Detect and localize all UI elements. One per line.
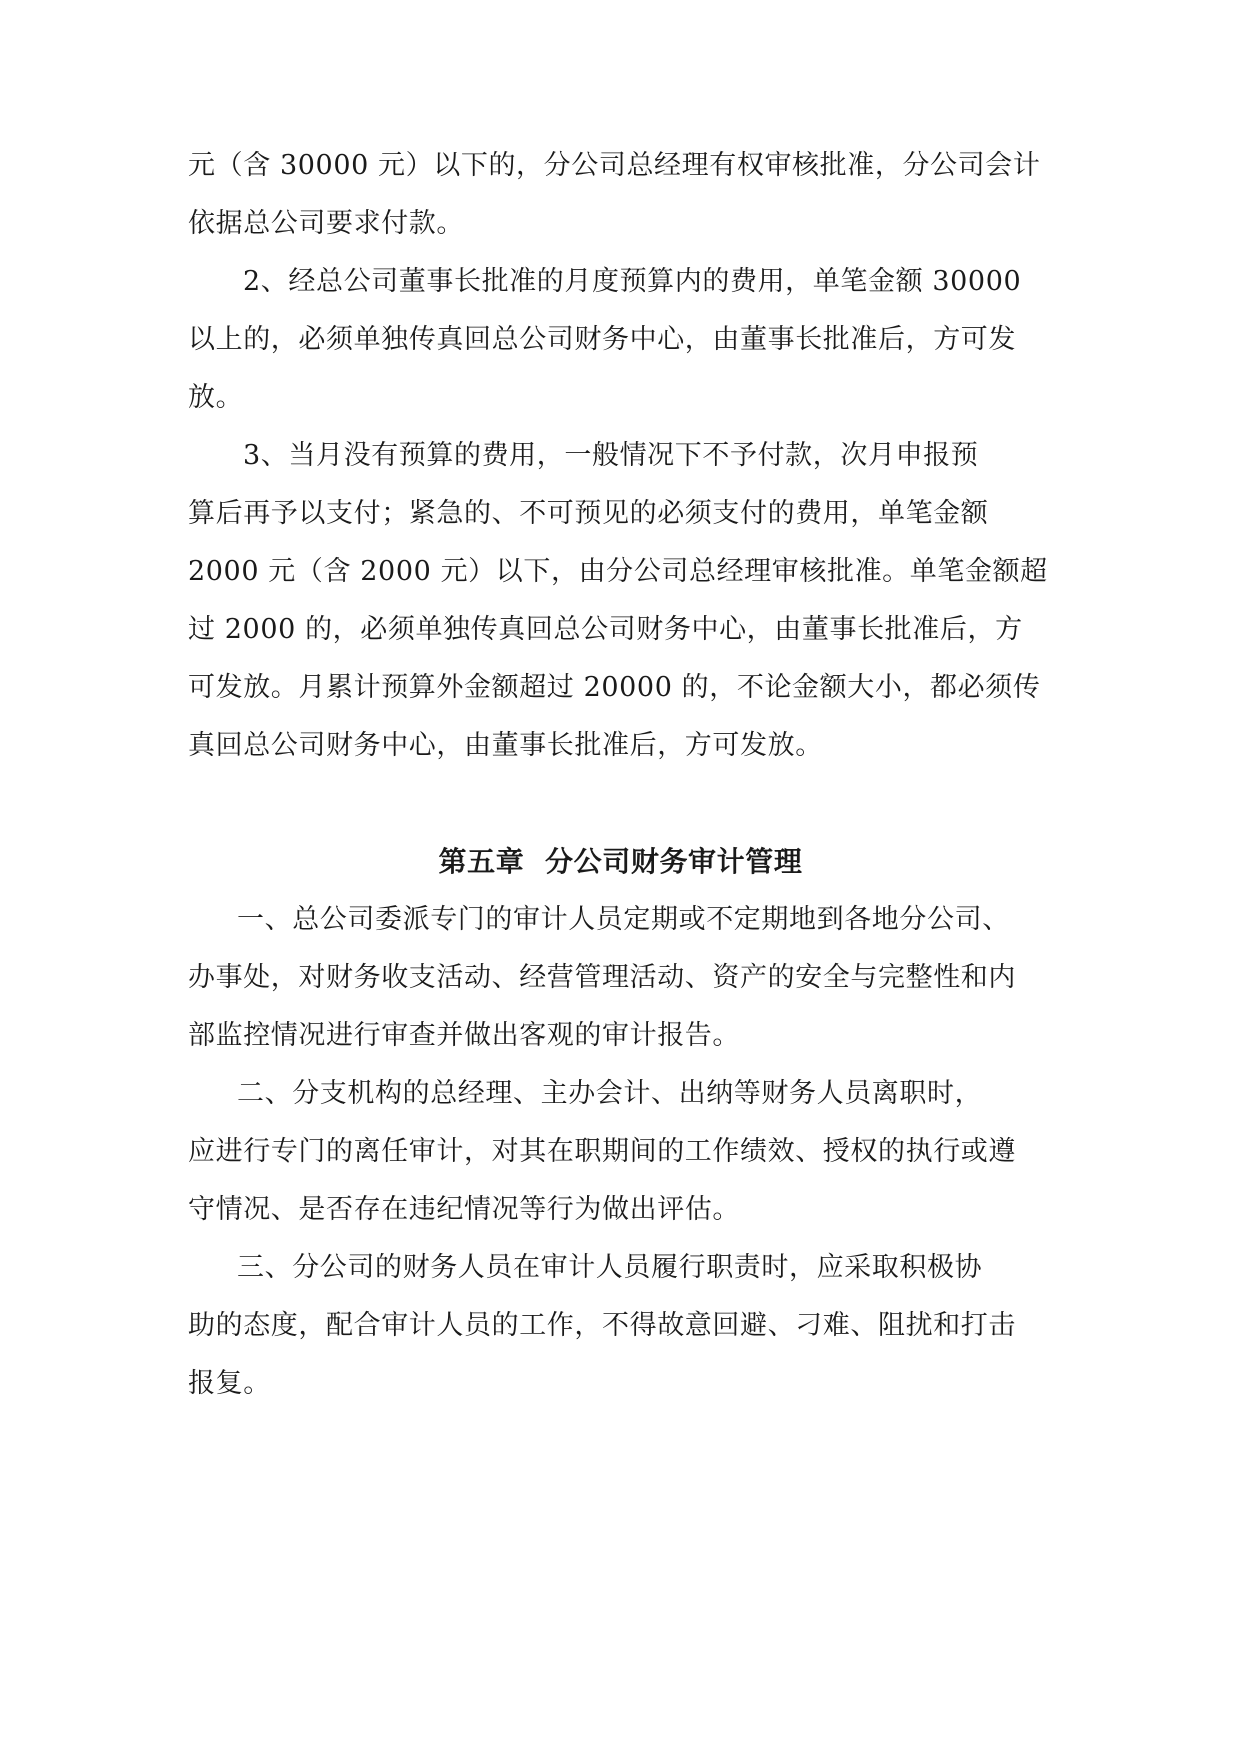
section-3-line: 三、分公司的财务人员在审计人员履行职责时，应采取积极协 (237, 1252, 983, 1283)
section-3-line: 助的态度，配合审计人员的工作，不得故意回避、刁难、阻扰和打击 (188, 1310, 1016, 1341)
section-1-line: 办事处，对财务收支活动、经营管理活动、资产的安全与完整性和内 (188, 962, 1016, 993)
section-2-line: 守情况、是否存在违纪情况等行为做出评估。 (188, 1194, 740, 1225)
paragraph-line: 依据总公司要求付款。 (188, 208, 464, 239)
item-2-line: 2、经总公司董事长批准的月度预算内的费用，单笔金额 30000 (243, 266, 1022, 297)
item-3-line: 2000 元（含 2000 元）以下，由分公司总经理审核批准。单笔金额超 (188, 556, 1048, 587)
item-3-line: 算后再予以支付；紧急的、不可预见的必须支付的费用，单笔金额 (188, 498, 989, 529)
section-3-line: 报复。 (188, 1368, 271, 1399)
section-1-line: 部监控情况进行审查并做出客观的审计报告。 (188, 1020, 740, 1051)
section-2-line: 二、分支机构的总经理、主办会计、出纳等财务人员离职时， (237, 1078, 983, 1109)
item-2-line: 放。 (188, 382, 244, 413)
item-3-line: 可发放。月累计预算外金额超过 20000 的，不论金额大小，都必须传 (188, 672, 1041, 703)
section-1-line: 一、总公司委派专门的审计人员定期或不定期地到各地分公司、 (237, 904, 1010, 935)
paragraph-line: 元（含 30000 元）以下的，分公司总经理有权审核批准，分公司会计 (188, 150, 1041, 181)
item-3-line: 过 2000 的，必须单独传真回总公司财务中心，由董事长批准后，方 (188, 614, 1023, 645)
item-3-line: 3、当月没有预算的费用，一般情况下不予付款，次月申报预 (243, 440, 979, 471)
chapter-title: 第五章 分公司财务审计管理 (438, 845, 803, 878)
section-2-line: 应进行专门的离任审计，对其在职期间的工作绩效、授权的执行或遵 (188, 1136, 1016, 1167)
item-2-line: 以上的，必须单独传真回总公司财务中心，由董事长批准后，方可发 (188, 324, 1016, 355)
item-3-line: 真回总公司财务中心，由董事长批准后，方可发放。 (188, 730, 823, 761)
